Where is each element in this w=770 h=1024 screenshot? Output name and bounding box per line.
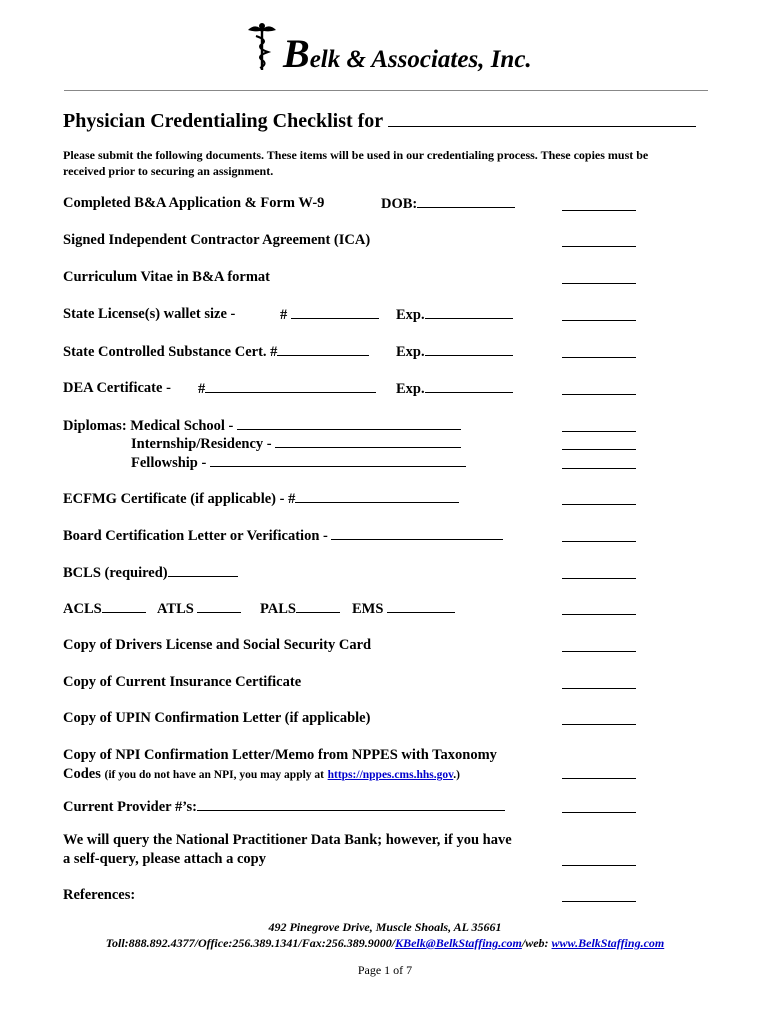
item-internship[interactable]: Internship/Residency -: [131, 435, 461, 453]
dea-exp-field[interactable]: Exp.: [396, 380, 513, 398]
check-application[interactable]: [562, 210, 636, 211]
header-divider: [64, 90, 708, 91]
dob-field[interactable]: DOB:: [381, 195, 515, 213]
check-npdb[interactable]: [562, 865, 636, 866]
item-ems[interactable]: EMS: [352, 600, 455, 618]
footer-contact: Toll:888.892.4377/Office:256.389.1341/Fax:256.389.9000/KBelk@BelkStaffing.com/web: www.BelkStaffing.com: [105, 936, 665, 950]
item-controlled[interactable]: State Controlled Substance Cert. #: [63, 343, 369, 361]
website-link[interactable]: www.BelkStaffing.com: [551, 936, 665, 950]
item-drivers: Copy of Drivers License and Social Security Card: [63, 637, 372, 653]
check-ecfmg[interactable]: [562, 504, 636, 505]
controlled-exp-field[interactable]: Exp.: [396, 343, 513, 361]
company-name: elk & Associates, Inc.: [309, 46, 532, 73]
item-pals[interactable]: PALS: [260, 600, 340, 618]
company-initial: B: [283, 31, 310, 76]
check-dea[interactable]: [562, 394, 636, 395]
check-insurance[interactable]: [562, 688, 636, 689]
item-references: References:: [63, 887, 136, 903]
page-title: Physician Credentialing Checklist for: [63, 110, 696, 133]
item-diplomas[interactable]: Diplomas: Medical School -: [63, 417, 461, 435]
caduceus-icon: [246, 22, 278, 72]
check-certifications[interactable]: [562, 614, 636, 615]
page-number: Page 1 of 7: [357, 963, 413, 977]
item-npdb-line1: We will query the National Practitioner Data Bank; however, if you have: [63, 832, 512, 848]
check-license[interactable]: [562, 320, 636, 321]
item-board[interactable]: Board Certification Letter or Verification -: [63, 527, 503, 545]
item-ica: Signed Independent Contractor Agreement (ICA): [63, 232, 371, 248]
item-bcls[interactable]: BCLS (required): [63, 564, 238, 582]
npi-link[interactable]: https://nppes.cms.hhs.gov: [327, 769, 454, 781]
item-acls[interactable]: ACLS: [63, 600, 146, 618]
check-cv[interactable]: [562, 283, 636, 284]
check-bcls[interactable]: [562, 578, 636, 579]
item-upin: Copy of UPIN Confirmation Letter (if applicable): [63, 710, 371, 726]
item-license: State License(s) wallet size -: [63, 306, 236, 322]
check-references[interactable]: [562, 901, 636, 902]
item-npi-codes: Codes (if you do not have an NPI, you may apply at https://nppes.cms.hhs.gov.): [63, 766, 460, 782]
item-npi: Copy of NPI Confirmation Letter/Memo from NPPES with Taxonomy: [63, 747, 497, 763]
check-medical-school[interactable]: [562, 431, 636, 432]
email-link[interactable]: KBelk@BelkStaffing.com: [395, 936, 522, 950]
check-fellowship[interactable]: [562, 468, 636, 469]
check-internship[interactable]: [562, 449, 636, 450]
dea-number-field[interactable]: #: [198, 380, 376, 398]
item-insurance: Copy of Current Insurance Certificate: [63, 674, 302, 690]
check-ica[interactable]: [562, 246, 636, 247]
license-number-field[interactable]: #: [280, 306, 379, 324]
item-dea: DEA Certificate -: [63, 380, 171, 396]
check-provider[interactable]: [562, 812, 636, 813]
item-application: Completed B&A Application & Form W-9: [63, 195, 325, 211]
item-fellowship[interactable]: Fellowship -: [131, 454, 466, 472]
item-cv: Curriculum Vitae in B&A format: [63, 269, 271, 285]
check-board[interactable]: [562, 541, 636, 542]
intro-text: Please submit the following documents. These items will be used in our credentialing process. These copies must be received prior to securing an assignment.: [63, 148, 649, 178]
check-npi[interactable]: [562, 778, 636, 779]
item-ecfmg[interactable]: ECFMG Certificate (if applicable) - #: [63, 490, 459, 508]
check-controlled[interactable]: [562, 357, 636, 358]
item-provider[interactable]: Current Provider #’s:: [63, 798, 505, 816]
license-exp-field[interactable]: Exp.: [396, 306, 513, 324]
item-atls[interactable]: ATLS: [157, 600, 241, 618]
footer-address: 492 Pinegrove Drive, Muscle Shoals, AL 35661: [268, 920, 502, 934]
item-npdb-line2: a self-query, please attach a copy: [63, 851, 266, 867]
check-upin[interactable]: [562, 724, 636, 725]
check-drivers[interactable]: [562, 651, 636, 652]
